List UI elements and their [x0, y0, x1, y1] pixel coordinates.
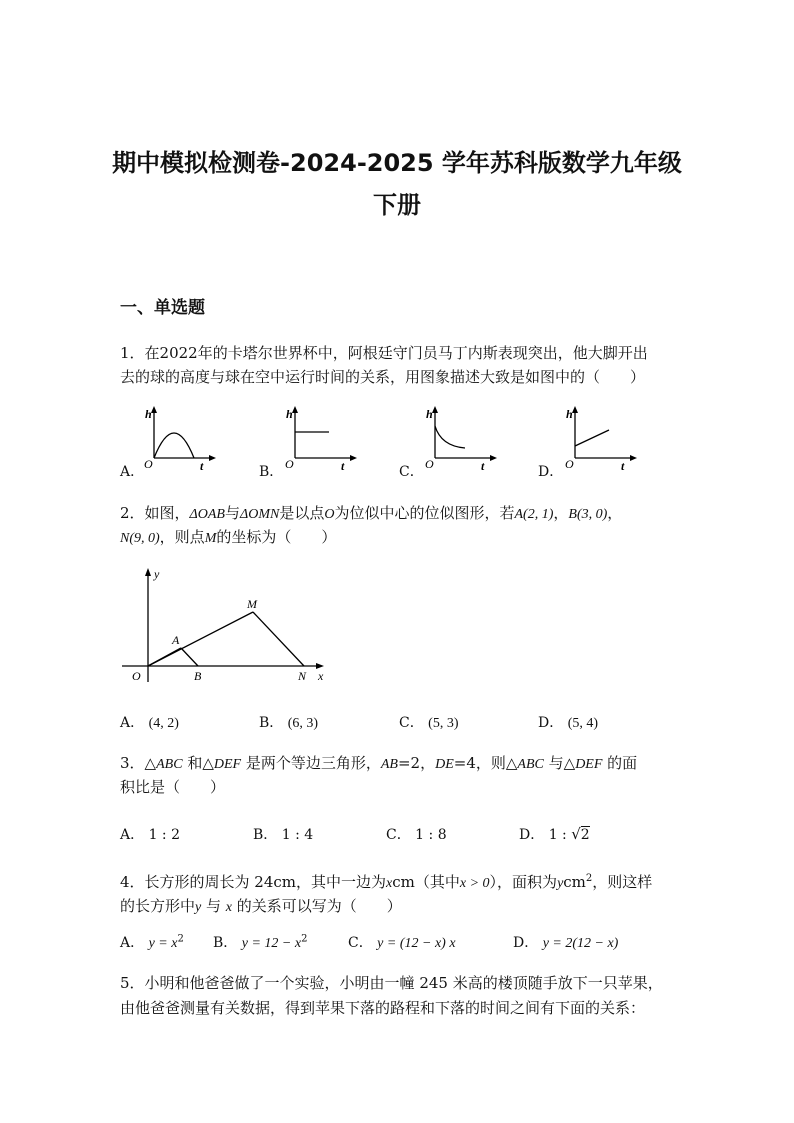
q1b-h-label: h [286, 407, 293, 421]
q1b-o-label: O [285, 457, 294, 471]
q2-text-b: 与 [224, 504, 240, 522]
q4-text-line2 [120, 895, 402, 916]
q2-fig-m-label: M [247, 597, 257, 611]
q4-option-a-label: A． [120, 935, 145, 951]
q2-option-b [259, 712, 318, 732]
q3-option-a-value: 1 : 2 [148, 827, 181, 843]
q3-option-c-label: C． [386, 827, 411, 843]
q5-text-line1: 5．小明和他爸爸做了一个实验，小明由一幢 245 米高的楼顶随手放下一只苹果， [120, 974, 663, 992]
q4-option-b [213, 932, 307, 952]
page-title-line2: 下册 [373, 191, 421, 219]
section-heading: 一、单选题 [120, 298, 205, 318]
q3-option-d-value: 1 : [548, 827, 572, 843]
q3-abc: ABC [156, 757, 183, 772]
q3-option-c [386, 824, 447, 844]
q2-text-d: 为位似中心的位似图形，若 [334, 504, 515, 522]
q3-def2: DEF [575, 757, 603, 772]
q2-text-line1 [120, 502, 622, 523]
q2-tri2: ΔOMN [240, 507, 280, 522]
q1-text-line1: 1．在2022年的卡塔尔世界杯中，阿根廷守门员马丁内斯表现突出，他大脚开出 [120, 344, 648, 362]
q1c-o-label: O [425, 457, 434, 471]
q1d-t-label: t [621, 459, 625, 472]
q2-point-a-coord: A(2, 1) [514, 507, 554, 522]
q1-graph-d [561, 404, 641, 472]
q3-text-a: 3．△ [120, 754, 157, 772]
q4-option-d [513, 932, 618, 952]
q3-text-c: 是两个等边三角形， [241, 754, 381, 772]
q2-comma1: ， [553, 504, 569, 522]
q3-text-b: 和△ [182, 754, 214, 772]
q2-option-d-value: (5, 4) [567, 716, 599, 731]
q3-text-e: =4，则△ [453, 754, 518, 772]
q1-option-c-label: C． [399, 464, 424, 480]
q3-ab: AB [380, 757, 398, 772]
q2-point-m: M [204, 531, 217, 546]
q4-text-c: ），面积为 [489, 873, 558, 891]
q1-graph-c [421, 404, 501, 472]
q4-text-f: 的长方形中 [120, 897, 196, 915]
q2-option-c-value: (5, 3) [428, 716, 459, 731]
q4-option-b-label: B． [213, 935, 238, 951]
q4-option-c-value: y = (12 − x) x [377, 936, 456, 951]
q4-option-c-label: C． [348, 935, 373, 951]
q2-point-b-coord: B(3, 0) [568, 507, 608, 522]
q2-option-b-value: (6, 3) [287, 716, 319, 731]
q1c-t-label: t [481, 459, 485, 472]
q4-sup: 2 [585, 873, 593, 884]
q2-option-a [120, 712, 179, 732]
q4-text-line1 [120, 871, 652, 892]
q2-comma2: ， [607, 504, 623, 522]
q1d-o-label: O [565, 457, 574, 471]
q4-text-h: 的关系可以写为（ ） [232, 897, 402, 915]
q2-option-b-label: B． [259, 715, 284, 731]
q3-option-b-value: 1 : 4 [281, 827, 314, 843]
q3-text-f: 与△ [543, 754, 576, 772]
q1d-h-label: h [566, 407, 573, 421]
q3-text-g: 的面 [602, 754, 638, 772]
q1-option-a-label: A． [120, 464, 145, 480]
q2-text-a: 2．如图， [120, 504, 190, 522]
q2-option-a-label: A． [120, 715, 145, 731]
q3-option-d: D． 1 : √2 [519, 825, 590, 843]
q3-option-b [253, 824, 313, 844]
q4-text-d: cm [563, 873, 586, 891]
q2-fig-o-label: O [132, 669, 141, 683]
q3-option-a-label: A． [120, 827, 145, 843]
q4-option-a-value: y = x [148, 936, 178, 951]
q5-text-line2: 由他爸爸测量有关数据，得到苹果下落的路程和下落的时间之间有下面的关系： [120, 999, 646, 1017]
q4-option-a-sup: 2 [177, 933, 184, 945]
q4-option-d-label: D． [513, 935, 539, 951]
q3-option-b-label: B． [253, 827, 278, 843]
q3-def: DEF [213, 757, 242, 772]
q4-text-a: 4．长方形的周长为 24cm，其中一边为 [120, 873, 387, 891]
q4-text-b: cm（其中 [392, 873, 460, 891]
q2-tri1: ΔOAB [189, 507, 225, 522]
q3-text-line1 [120, 752, 637, 773]
q2-option-c-label: C． [399, 715, 424, 731]
q2-text-line2 [120, 526, 336, 547]
q2-text-e: ，则点 [159, 528, 205, 546]
q1-graph-a [140, 404, 220, 472]
q3-option-c-value: 1 : 8 [415, 827, 447, 843]
q4-option-d-value: y = 2(12 − x) [542, 936, 619, 951]
q1b-t-label: t [341, 459, 345, 472]
q2-option-d-label: D． [538, 715, 564, 731]
q4-y2: y [195, 900, 202, 915]
q2-option-a-value: (4, 2) [148, 716, 179, 731]
q4-text-e: ，则这样 [592, 873, 653, 891]
q2-figure [118, 562, 338, 690]
q1-option-b-label: B． [259, 464, 284, 480]
q1a-t-label: t [200, 459, 204, 472]
page-title: 期中模拟检测卷-2024-2025 学年苏科版数学九年级 [112, 149, 682, 177]
q2-option-d [538, 712, 598, 732]
q1-graph-b [281, 404, 361, 472]
q3-text-line2: 积比是（ ） [120, 778, 226, 796]
q3-de: DE [435, 757, 454, 772]
q2-text-c: 是以点 [279, 504, 325, 522]
q3-option-a [120, 824, 180, 844]
q4-option-b-value: y = 12 − x [241, 936, 302, 951]
q4-option-a [120, 932, 184, 952]
q1c-h-label: h [426, 407, 433, 421]
q1a-h-label: h [145, 407, 152, 421]
q4-option-c [348, 932, 456, 952]
q4-x: x [386, 876, 393, 891]
q3-option-d-radicand: 2 [580, 827, 590, 843]
q4-text-g: 与 [201, 897, 226, 915]
q4-x2: x [225, 900, 232, 915]
q2-fig-x-label: x [318, 669, 324, 683]
q2-point-n-coord: N(9, 0) [120, 531, 160, 546]
q2-point-o: O [324, 507, 335, 522]
q1-option-d-label: D． [538, 464, 564, 480]
q4-option-b-sup: 2 [301, 933, 308, 945]
q1a-o-label: O [144, 457, 153, 471]
q2-text-f: 的坐标为（ ） [216, 528, 337, 546]
q3-abc2: ABC [517, 757, 544, 772]
q4-y: y [557, 876, 564, 891]
q2-fig-y-label: y [154, 567, 160, 581]
q4-condition: x > 0 [459, 876, 490, 891]
q2-fig-b-label: B [194, 669, 202, 683]
q2-fig-a-label: A [172, 633, 180, 647]
q2-fig-n-label: N [298, 669, 307, 683]
q1-text-line2: 去的球的高度与球在空中运行时间的关系，用图象描述大致是如图中的（ ） [120, 368, 646, 386]
q3-text-d: =2， [397, 754, 436, 772]
q3-option-d-label: D． [519, 827, 545, 843]
q2-option-c [399, 712, 459, 732]
